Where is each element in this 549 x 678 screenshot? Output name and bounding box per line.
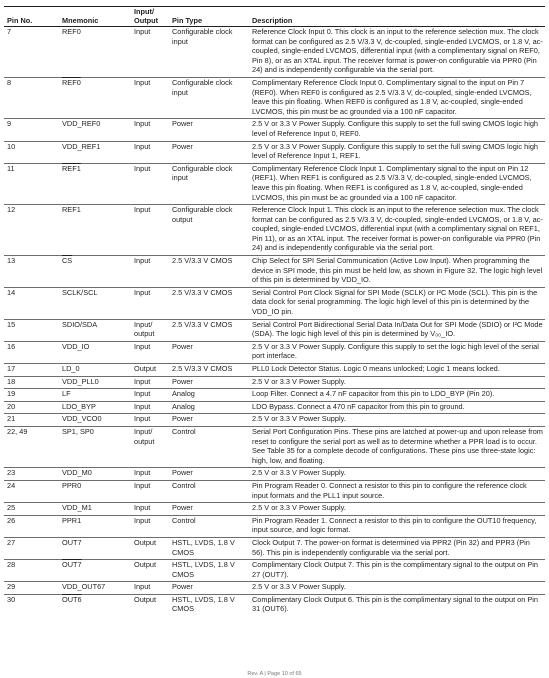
input-output-cell: Input [131,468,169,481]
mnemonic-cell: VDD_OUT67 [59,582,131,595]
pin-number-cell: 12 [4,205,59,256]
description-cell: PLL0 Lock Detector Status. Logic 0 means unlocked; Logic 1 means locked. [249,364,545,377]
mnemonic-cell: VDD_IO [59,341,131,363]
mnemonic-cell: REF0 [59,77,131,118]
pin-number-cell: 14 [4,287,59,319]
table-row [4,141,545,163]
description-cell: 2.5 V or 3.3 V Power Supply. [249,414,545,427]
table-row [4,401,545,414]
pin-number-cell: 27 [4,537,59,559]
header-description: Description [249,7,545,27]
input-output-cell: Input [131,401,169,414]
table-row [4,503,545,516]
mnemonic-cell: VDD_VCO0 [59,414,131,427]
mnemonic-cell: $\overline{CS}$ [59,256,131,288]
pin-number-cell: 29 [4,582,59,595]
pin-type-cell: HSTL, LVDS, 1.8 V CMOS [169,594,249,616]
input-output-cell: Input [131,163,169,204]
pin-number-cell: 10 [4,141,59,163]
table-row [4,319,545,341]
pin-number-cell: 19 [4,389,59,402]
description-cell: Serial Control Port Bidirectional Serial Data In/Data Out for SPI Mode (SDIO) or I²C Mode (SDA). The logic high level of this pin is determined by V₀₀_IO. [249,319,545,341]
input-output-cell: Input [131,582,169,595]
description-cell: Complimentary Reference Clock Input 1. Complimentary signal to the input on Pin 12 (REF1). When REF1 is configured as 2.5 V/3.3 V, dc-coupled, single-ended LVCMOS, leave this pin floating. When REF1 is configured as 1.8 V, ac-coupled, single-ended LVCMOS, this pin must be ac grounded via a 100 nF capacitor. [249,163,545,204]
pin-type-cell: Configurable clock input [169,163,249,204]
table-body [4,27,545,617]
input-output-cell: Input [131,414,169,427]
pin-number-cell: 17 [4,364,59,377]
pin-number-cell: 13 [4,256,59,288]
input-output-cell: Input [131,341,169,363]
description-cell: Serial Control Port Clock Signal for SPI Mode (SCLK) or I²C Mode (SCL). This pin is the data clock for serial programming. The logic high level of this pin is determined by the VDD_IO pin. [249,287,545,319]
pin-number-cell: 7 [7,27,12,36]
pin-type-cell: Control [169,480,249,502]
mnemonic-cell: OUT7 [59,560,131,582]
mnemonic-cell: REF1 [59,163,131,204]
pin-type-cell: 2.5 V/3.3 V CMOS [169,287,249,319]
table-row [4,560,545,582]
table-row [4,341,545,363]
pin-number-cell: 20 [4,401,59,414]
pin-type-cell: Configurable clock input [169,77,249,118]
pin-type-cell: Control [169,426,249,467]
mnemonic-cell: VDD_REF0 [59,119,131,141]
mnemonic-cell: VDD_M1 [59,503,131,516]
description-cell: Pin Program Reader 0. Connect a resistor to this pin to configure the reference clock input formats and the PLL1 input source. [249,480,545,502]
table-row [4,256,545,288]
description-cell: 2.5 V or 3.3 V Power Supply. Configure this supply to set the logic high level of the serial port interface. [249,341,545,363]
description-cell: 2.5 V or 3.3 V Power Supply. Configure this supply to set the full swing CMOS logic high level of Reference Input 0, REF0. [249,119,545,141]
mnemonic-cell: LD_0 [59,364,131,377]
pin-type-cell: 2.5 V/3.3 V CMOS [169,256,249,288]
mnemonic-cell: PPR0 [59,480,131,502]
input-output-cell: Input [131,376,169,389]
input-output-cell: Output [131,594,169,616]
table-row [4,515,545,537]
pin-type-cell: 2.5 V/3.3 V CMOS [169,364,249,377]
table-row [4,376,545,389]
table-row [4,77,545,118]
pin-type-cell: Power [169,341,249,363]
pin-number-cell: 30 [4,594,59,616]
table-header-row [4,7,545,27]
header-pin-type: Pin Type [169,7,249,27]
pin-type-cell: Control [169,515,249,537]
description-cell: Complimentary Clock Output 6. This pin is the complimentary signal to the output on Pin 31 (OUT6). [249,594,545,616]
table-row [4,414,545,427]
mnemonic-cell: REF1 [59,205,131,256]
pin-type-cell: Configurable clock output [169,205,249,256]
table-row [4,364,545,377]
mnemonic-cell: LF [59,389,131,402]
mnemonic-cell: SCLK/SCL [59,287,131,319]
pin-number-cell: 28 [4,560,59,582]
header-input-output: Input/ Output [131,7,169,27]
pin-type-cell: Power [169,503,249,516]
input-output-cell: Output [131,364,169,377]
mnemonic-cell: VDD_M0 [59,468,131,481]
input-output-cell: Output [131,537,169,559]
pin-type-cell: Power [169,119,249,141]
description-cell: 2.5 V or 3.3 V Power Supply. Configure this supply to set the full swing CMOS logic high level of Reference Input 1, REF1. [249,141,545,163]
description-cell: 2.5 V or 3.3 V Power Supply. [249,376,545,389]
pin-number-cell: 11 [4,163,59,204]
table-row [4,537,545,559]
description-cell: 2.5 V or 3.3 V Power Supply. [249,582,545,595]
mnemonic-cell: SP1, SP0 [59,426,131,467]
table-row [4,480,545,502]
mnemonic-cell: VDD_REF1 [59,141,131,163]
input-output-cell: Input [131,503,169,516]
description-cell: Clock Output 7. The power-on format is determined via PPR2 (Pin 32) and PPR3 (Pin 56). This pin is independently configurable via the serial port. [249,537,545,559]
pin-type-cell: Power [169,414,249,427]
pin-number-cell: 26 [4,515,59,537]
mnemonic-cell: PPR1 [59,515,131,537]
input-output-cell: Output [131,560,169,582]
pin-type-cell: Analog [169,401,249,414]
input-output-cell: Input [131,119,169,141]
table-row [4,468,545,481]
pin-type-cell: Configurable clock input [172,27,233,46]
pin-function-table [4,6,545,616]
table-row [4,389,545,402]
pin-type-cell: Power [169,582,249,595]
pin-number-cell: 23 [4,468,59,481]
mnemonic-cell: SDIO/SDA [59,319,131,341]
pin-number-cell: 15 [4,319,59,341]
input-output-cell: Input [131,256,169,288]
input-output-cell: Input [131,77,169,118]
pin-number-cell: 22, 49 [4,426,59,467]
table-row [4,163,545,204]
description-cell: 2.5 V or 3.3 V Power Supply. [249,468,545,481]
input-output-cell: Input [134,27,151,36]
table-row [4,594,545,616]
table-row [4,287,545,319]
input-output-cell: Input [131,480,169,502]
pin-number-cell: 24 [4,480,59,502]
mnemonic-cell: VDD_PLL0 [59,376,131,389]
table-row [4,27,545,78]
mnemonic-cell: OUT6 [59,594,131,616]
pin-number-cell: 18 [4,376,59,389]
input-output-cell: Input [131,515,169,537]
description-cell: Loop Filter. Connect a 4.7 nF capacitor from this pin to LDO_BYP (Pin 20). [249,389,545,402]
header-mnemonic: Mnemonic [59,7,131,27]
input-output-cell: Input/ output [131,319,169,341]
description-cell: Chip Select for SPI Serial Communication (Active Low Input). When programming the device in SPI mode, this pin must be held low, as shown in Figure 32. The logic high level of this pin is determined by VDD_IO. [249,256,545,288]
pin-number-cell: 9 [4,119,59,141]
description-cell: LDO Bypass. Connect a 470 nF capacitor from this pin to ground. [249,401,545,414]
pin-number-cell: 25 [4,503,59,516]
pin-type-cell: Power [169,376,249,389]
mnemonic-cell: REF0 [62,27,81,36]
mnemonic-cell: LDO_BYP [59,401,131,414]
description-cell: Reference Clock Input 0. This clock is an input to the reference selection mux. The clock format can be configured as 2.5 V/3.3 V, dc-coupled, single-ended LVCMOS, or 1.8 V, ac-coupled, single-ended LVCMOS, differential input (with a complimentary signal on REF0, Pin 8), or as an XTAL input. The receiver format is power-on configurable via PPR0 (Pin 24) and is independently configurable via the serial port. [252,27,543,75]
table-row [4,426,545,467]
description-cell: Complimentary Reference Clock Input 0. Complimentary signal to the input on Pin 7 (REF0). When REF0 is configured as 2.5 V/3.3 V, dc-coupled, single-ended LVCMOS, leave this pin floating. When REF0 is configured as 1.8 V, ac-coupled, single-ended LVCMOS, this pin must be ac grounded via a 100 nF capacitor. [249,77,545,118]
pin-number-cell: 8 [4,77,59,118]
input-output-cell: Input [131,389,169,402]
header-pin-no: Pin No. [4,7,59,27]
pin-type-cell: Power [169,141,249,163]
input-output-cell: Input [131,141,169,163]
description-cell: Complimentary Clock Output 7. This pin is the complimentary signal to the output on Pin 27 (OUT7). [249,560,545,582]
description-cell: 2.5 V or 3.3 V Power Supply. [249,503,545,516]
description-cell: Pin Program Reader 1. Connect a resistor to this pin to configure the OUT10 frequency, input source, and logic format. [249,515,545,537]
input-output-cell: Input/ output [131,426,169,467]
pin-type-cell: Analog [169,389,249,402]
pin-type-cell: Power [169,468,249,481]
pin-type-cell: HSTL, LVDS, 1.8 V CMOS [169,537,249,559]
mnemonic-cell: OUT7 [59,537,131,559]
pin-number-cell: 21 [4,414,59,427]
table-row [4,119,545,141]
input-output-cell: Input [131,287,169,319]
description-cell: Reference Clock Input 1. This clock is an input to the reference selection mux. The clock format can be configured as 2.5 V/3.3 V, dc-coupled, single-ended LVCMOS, or 1.8 V, ac-coupled, single-ended LVCMOS, differential input (with a complimentary signal on REF1, Pin 11), or as an XTAL input. The receiver format is power-on configurable via PPR0 (Pin 24) and is independently configurable via the serial port. [249,205,545,256]
table-row [4,205,545,256]
pin-number-cell: 16 [4,341,59,363]
pin-type-cell: 2.5 V/3.3 V CMOS [169,319,249,341]
table-row [4,582,545,595]
input-output-cell: Input [131,205,169,256]
pin-type-cell: HSTL, LVDS, 1.8 V CMOS [169,560,249,582]
page-footer: Rev. A | Page 10 of 65 [247,671,302,677]
description-cell: Serial Port Configuration Pins. These pins are latched at power-up and upon release from reset to configure the serial port as well as to determine whether a PPR load is to occur. See Table 35 for a complete decode of configurations. These pins use three-state logic: high, low, and floating. [249,426,545,467]
